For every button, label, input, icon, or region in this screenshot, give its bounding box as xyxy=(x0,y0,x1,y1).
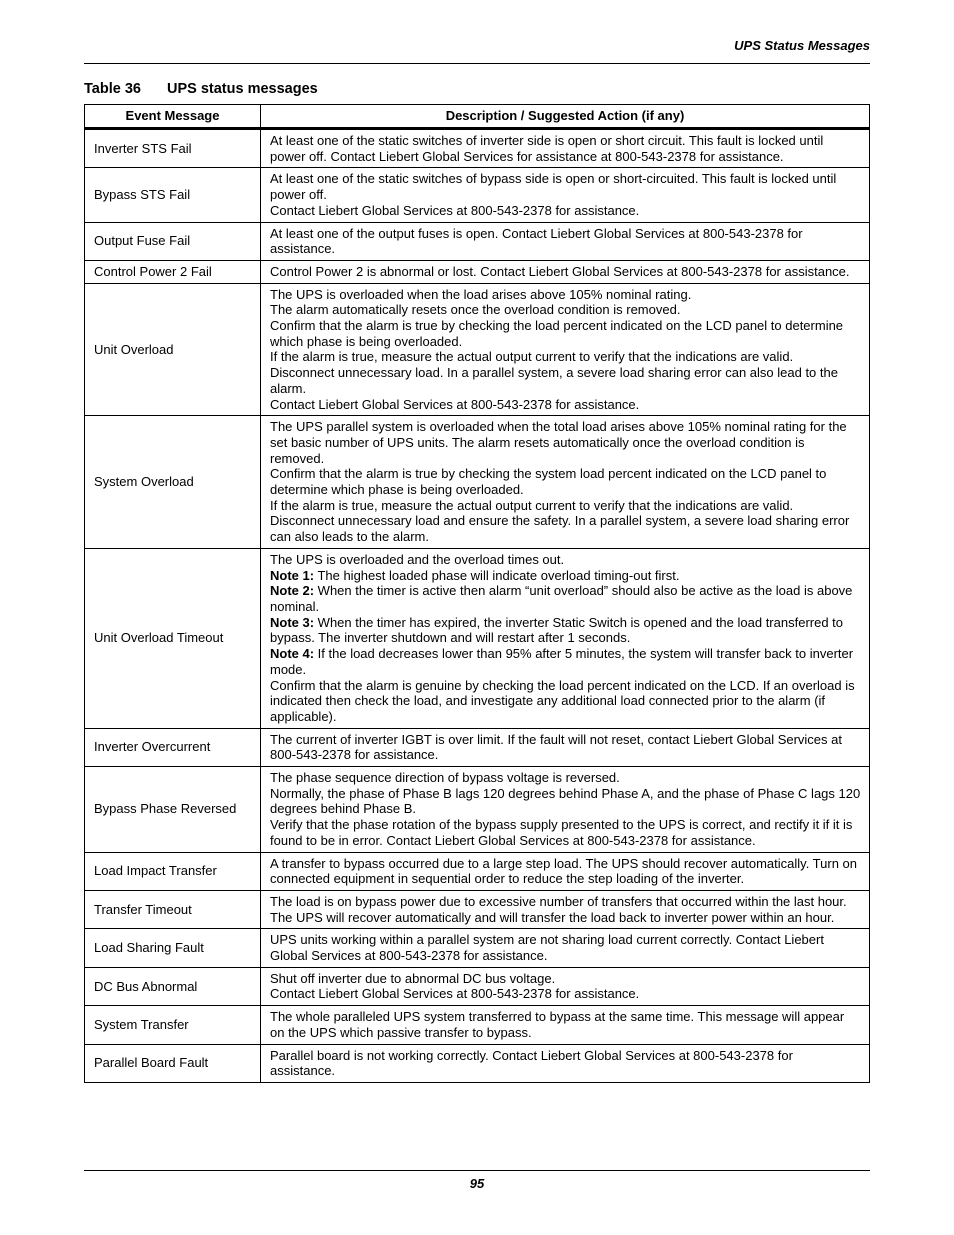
description-line xyxy=(270,786,861,817)
description-text: The alarm automatically resets once the overload condition is removed. xyxy=(270,302,681,318)
note-label: Note 4: xyxy=(270,646,315,662)
description-line xyxy=(270,770,861,786)
description-text: Disconnect unnecessary load. In a parallel system, a severe load sharing error can also lead to the alarm. xyxy=(270,365,838,396)
description-text: At least one of the static switches of bypass side is open or short-circuited. This fault is locked until power off. xyxy=(270,171,837,203)
description-cell xyxy=(261,129,870,168)
description-text: Contact Liebert Global Services at 800-543-2378 for assistance. xyxy=(270,986,640,1002)
footer-divider xyxy=(84,1170,870,1171)
header-divider xyxy=(84,63,870,64)
description-line xyxy=(270,498,861,514)
description-line xyxy=(270,318,861,349)
description-cell xyxy=(261,967,870,1005)
event-message-cell: Bypass STS Fail xyxy=(85,168,261,222)
description-cell xyxy=(261,548,870,728)
description-cell xyxy=(261,283,870,416)
table-row xyxy=(85,222,870,260)
description-line xyxy=(270,646,861,677)
note-label: Note 1: xyxy=(270,567,315,583)
description-line xyxy=(270,1048,861,1079)
description-text: When the timer is active then alarm “unit overload” should also be active as the load is above nominal. xyxy=(270,583,853,614)
description-text: The highest loaded phase will indicate overload timing-out first. xyxy=(314,567,680,583)
table-row xyxy=(85,767,870,853)
event-message-cell: Control Power 2 Fail xyxy=(85,260,261,283)
description-text: If the load decreases lower than 95% after 5 minutes, the system will transfer back to inverter mode. xyxy=(270,646,854,677)
table-row xyxy=(85,728,870,766)
description-line xyxy=(270,133,861,164)
table-row xyxy=(85,890,870,928)
description-line xyxy=(270,678,861,725)
description-text: Contact Liebert Global Services at 800-543-2378 for assistance. xyxy=(270,202,640,218)
description-text: Normally, the phase of Phase B lags 120 degrees behind Phase A, and the phase of Phase C lags 120 degrees behind Phase B. xyxy=(270,785,861,817)
description-text: The current of inverter IGBT is over limit. If the fault will not reset, contact Liebert Global Services at 800-543-2378 for assistance. xyxy=(270,731,842,763)
description-text: At least one of the static switches of inverter side is open or short circuit. This fault is locked until power off. Contact Liebert Global Services for assistance at 800-543-2378 for assistance. xyxy=(270,133,824,164)
note-label: Note 2: xyxy=(270,583,315,599)
table-row xyxy=(85,852,870,890)
description-cell xyxy=(261,852,870,890)
description-line xyxy=(270,817,861,848)
event-message-cell: Inverter Overcurrent xyxy=(85,728,261,766)
table-title: UPS status messages xyxy=(167,81,318,97)
event-message-cell: Parallel Board Fault xyxy=(85,1044,261,1082)
description-line xyxy=(270,1009,861,1040)
description-text: The whole paralleled UPS system transferred to bypass at the same time. This message will appear on the UPS which passive transfer to bypass. xyxy=(270,1009,845,1040)
description-cell xyxy=(261,260,870,283)
description-text: If the alarm is true, measure the actual output current to verify that the indications are valid. xyxy=(270,349,794,365)
column-header-description: Description / Suggested Action (if any) xyxy=(261,105,870,129)
table-row xyxy=(85,129,870,168)
event-message-cell: System Overload xyxy=(85,416,261,549)
table-row xyxy=(85,283,870,416)
description-line xyxy=(270,986,861,1002)
event-message-cell: Bypass Phase Reversed xyxy=(85,767,261,853)
description-line xyxy=(270,287,861,303)
description-text: At least one of the output fuses is open. Contact Liebert Global Services at 800-543-2378 for assistance. xyxy=(270,225,803,257)
description-text: Verify that the phase rotation of the bypass supply presented to the UPS is correct, and rectify it if it is found to be in error. Contact Liebert Global Services at 800-543-2378 for assistance. xyxy=(270,817,853,848)
table-header-row xyxy=(85,105,870,129)
status-messages-table xyxy=(84,104,870,1083)
column-header-event: Event Message xyxy=(85,105,261,129)
table-row xyxy=(85,929,870,967)
description-cell xyxy=(261,168,870,222)
description-line xyxy=(270,615,861,646)
description-cell xyxy=(261,222,870,260)
description-line xyxy=(270,856,861,887)
description-text: UPS units working within a parallel system are not sharing load current correctly. Contact Liebert Global Services at 800-543-2378 for assistance. xyxy=(270,932,824,964)
description-line xyxy=(270,264,861,280)
event-message-cell: Transfer Timeout xyxy=(85,890,261,928)
description-text: Shut off inverter due to abnormal DC bus voltage. xyxy=(270,970,556,986)
table-row xyxy=(85,168,870,222)
description-line xyxy=(270,513,861,544)
description-line xyxy=(270,466,861,497)
event-message-cell: DC Bus Abnormal xyxy=(85,967,261,1005)
table-row xyxy=(85,260,870,283)
page-number: 95 xyxy=(469,1176,485,1191)
description-line xyxy=(270,365,861,396)
description-line xyxy=(270,397,861,413)
running-header: UPS Status Messages xyxy=(734,38,870,53)
description-line xyxy=(270,732,861,763)
description-cell xyxy=(261,767,870,853)
description-text: The phase sequence direction of bypass voltage is reversed. xyxy=(270,770,620,786)
description-text: Disconnect unnecessary load and ensure the safety. In a parallel system, a severe load sharing error can also leads to the alarm. xyxy=(270,513,850,545)
description-text: Contact Liebert Global Services at 800-543-2378 for assistance. xyxy=(270,396,640,412)
event-message-cell: Output Fuse Fail xyxy=(85,222,261,260)
description-text: Parallel board is not working correctly. Contact Liebert Global Services at 800-543-2378 for assistance. xyxy=(270,1047,793,1079)
table-row xyxy=(85,1006,870,1044)
description-line xyxy=(270,302,861,318)
description-text: The UPS is overloaded when the load arises above 105% nominal rating. xyxy=(270,286,692,302)
description-line xyxy=(270,568,861,584)
table-row xyxy=(85,1044,870,1082)
description-line xyxy=(270,910,861,926)
table-number: Table 36 xyxy=(84,81,141,97)
event-message-cell: System Transfer xyxy=(85,1006,261,1044)
description-text: Confirm that the alarm is true by checking the load percent indicated on the LCD panel to determine which phase is being overloaded. xyxy=(270,318,844,349)
description-line xyxy=(270,971,861,987)
description-text: If the alarm is true, measure the actual output current to verify that the indications are valid. xyxy=(270,497,794,513)
description-line xyxy=(270,583,861,614)
description-line xyxy=(270,203,861,219)
table-row xyxy=(85,548,870,728)
description-cell xyxy=(261,890,870,928)
description-line xyxy=(270,552,861,568)
description-text: Control Power 2 is abnormal or lost. Contact Liebert Global Services at 800-543-2378 for assistance. xyxy=(270,263,850,279)
description-cell xyxy=(261,929,870,967)
event-message-cell: Load Sharing Fault xyxy=(85,929,261,967)
description-cell xyxy=(261,728,870,766)
description-line xyxy=(270,349,861,365)
event-message-cell: Unit Overload xyxy=(85,283,261,416)
description-line xyxy=(270,419,861,466)
event-message-cell: Load Impact Transfer xyxy=(85,852,261,890)
note-label: Note 3: xyxy=(270,614,315,630)
description-text: The load is on bypass power due to excessive number of transfers that occurred within the last hour. xyxy=(270,893,847,909)
description-line xyxy=(270,171,861,202)
description-line xyxy=(270,932,861,963)
event-message-cell: Inverter STS Fail xyxy=(85,129,261,168)
description-text: A transfer to bypass occurred due to a large step load. The UPS should recover automatically. Turn on connected equipment in sequential order to reduce the step loading of the inverter. xyxy=(270,855,858,887)
description-text: Confirm that the alarm is true by checking the system load percent indicated on the LCD panel to determine which phase is being overloaded. xyxy=(270,466,827,498)
table-body xyxy=(85,129,870,1083)
event-message-cell: Unit Overload Timeout xyxy=(85,548,261,728)
description-text: The UPS parallel system is overloaded when the total load arises above 105% nominal rating for the set basic number of UPS units. The alarm resets automatically once the overload condition is removed. xyxy=(270,419,847,466)
description-line xyxy=(270,226,861,257)
description-text: The UPS will recover automatically and will transfer the load back to inverter power within an hour. xyxy=(270,909,835,925)
description-cell xyxy=(261,416,870,549)
description-text: When the timer has expired, the inverter Static Switch is opened and the load transferred to bypass. The inverter shutdown and will restart after 1 seconds. xyxy=(270,614,844,646)
table-caption xyxy=(84,81,318,97)
description-cell xyxy=(261,1006,870,1044)
description-text: Confirm that the alarm is genuine by checking the load percent indicated on the LCD. If an overload is indicated then check the load, and investigate any additional load connected prior to the alarm (if applicable). xyxy=(270,677,855,724)
description-line xyxy=(270,894,861,910)
description-cell xyxy=(261,1044,870,1082)
table-row xyxy=(85,967,870,1005)
description-text: The UPS is overloaded and the overload times out. xyxy=(270,551,565,567)
table-row xyxy=(85,416,870,549)
